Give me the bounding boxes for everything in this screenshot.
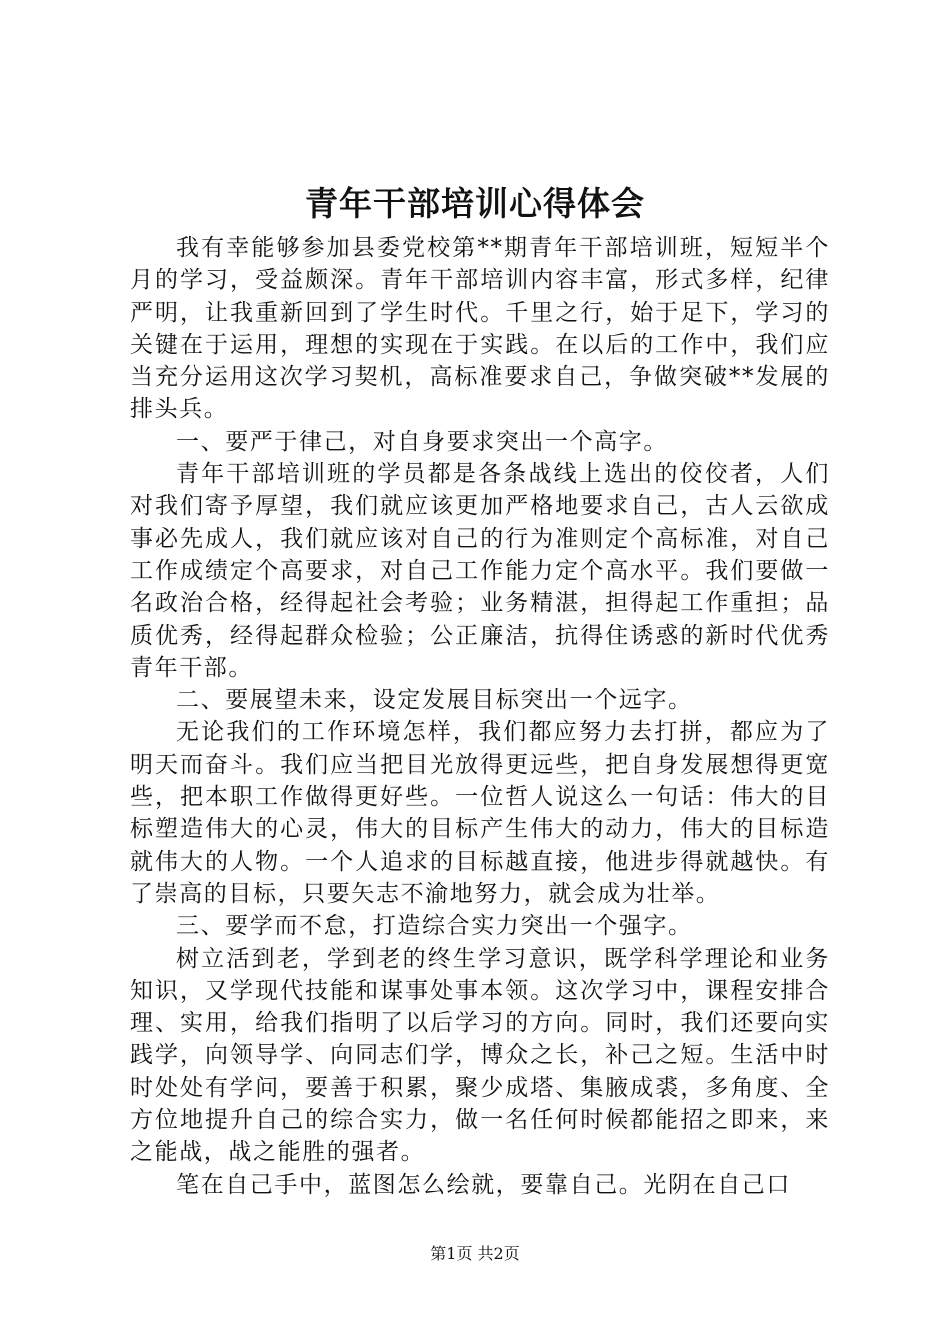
page-number-footer: 第1页 共2页 [430, 1244, 520, 1263]
paragraph-closing: 笔在自己手中，蓝图怎么绘就，要靠自己。光阴在自己口 [176, 1171, 791, 1198]
section-heading-3: 三、要学而不怠，打造综合实力突出一个强字。 [176, 913, 693, 940]
paragraph-section-3: 树立活到老，学到老的终生学习意识，既学科学理论和业务知识，又学现代技能和谋事处事本领。这次学习中，课程安排合理、实用，给我们指明了以后学习的方向。同时，我们还要向实践学，向领导学、向同志们学，博众之长，补己之短。生活中时时处处有学问，要善于积累，聚少成塔、集腋成裘，多角度、全方位地提升自己的综合实力，做一名任何时候都能招之即来，来之能战，战之能胜的强者。 [130, 945, 830, 1166]
paragraph-section-1: 青年干部培训班的学员都是各条战线上选出的佼佼者，人们对我们寄予厚望，我们就应该更加严格地要求自己，古人云欲成事必先成人，我们就应该对自己的行为准则定个高标准，对自己工作成绩定个高要求，对自己工作能力定个高水平。我们要做一名政治合格，经得起社会考验；业务精湛，担得起工作重担；品质优秀，经得起群众检验；公正廉洁，抗得住诱惑的新时代优秀青年干部。 [130, 461, 830, 681]
document-body [130, 232, 830, 1201]
document-title: 青年干部培训心得体会 [305, 184, 645, 223]
section-heading-2: 二、要展望未来，设定发展目标突出一个远字。 [176, 687, 693, 714]
section-heading-1: 一、要严于律己，对自身要求突出一个高字。 [176, 428, 668, 455]
paragraph-intro: 我有幸能够参加县委党校第**期青年干部培训班，短短半个月的学习，受益颇深。青年干部培训内容丰富，形式多样，纪律严明，让我重新回到了学生时代。千里之行，始于足下，学习的关键在于运用，理想的实现在于实践。在以后的工作中，我们应当充分运用这次学习契机，高标准要求自己，争做突破**发展的排头兵。 [130, 235, 830, 423]
paragraph-section-2: 无论我们的工作环境怎样，我们都应努力去打拼，都应为了明天而奋斗。我们应当把目光放得更远些，把自身发展想得更宽些，把本职工作做得更好些。一位哲人说这么一句话：伟大的目标塑造伟大的心灵，伟大的目标产生伟大的动力，伟大的目标造就伟大的人物。一个人追求的目标越直接，他进步得就越快。有了崇高的目标，只要矢志不渝地努力，就会成为壮举。 [130, 719, 830, 907]
